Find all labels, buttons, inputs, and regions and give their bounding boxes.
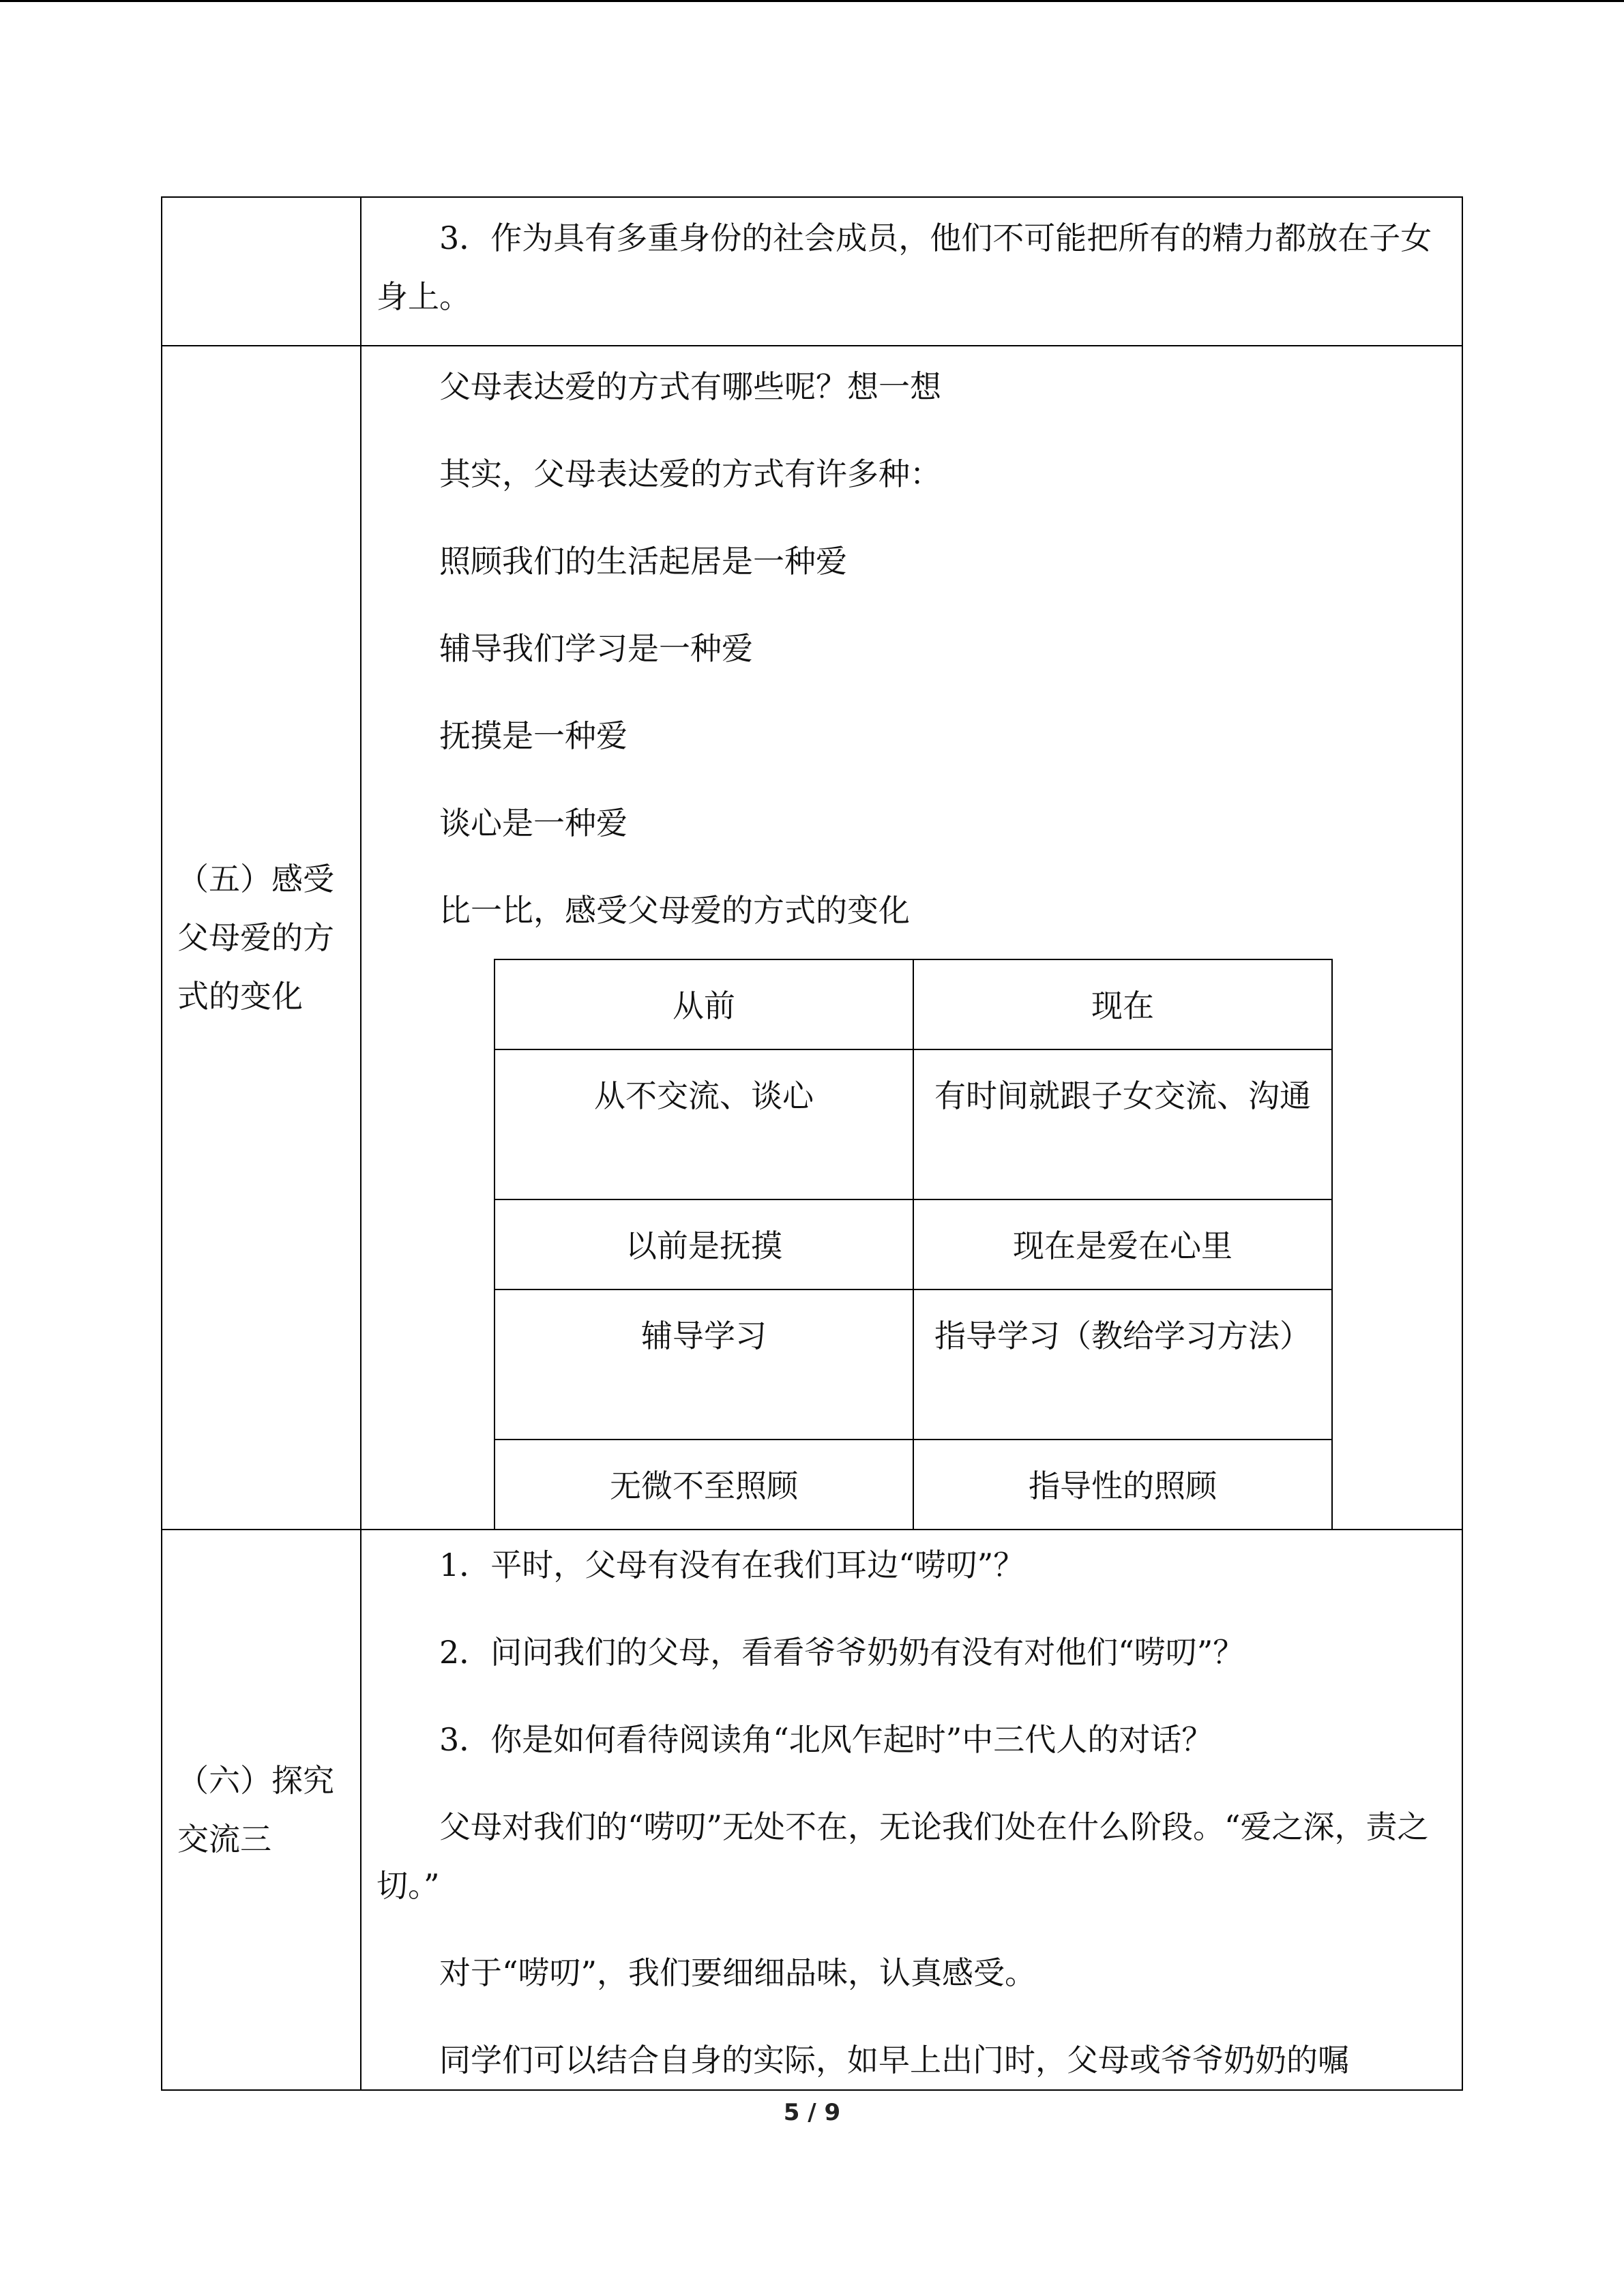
cell-now: 指导性的照顾 <box>913 1440 1332 1529</box>
cell-before: 辅导学习 <box>494 1289 913 1440</box>
paragraph: 其实，父母表达爱的方式有许多种： <box>439 456 941 492</box>
page-number: 5 / 9 <box>783 2099 841 2126</box>
paragraph: 父母表达爱的方式有哪些呢？想一想 <box>439 368 941 405</box>
row-section-5 <box>162 346 1462 1530</box>
cell-now: 有时间就跟子女交流、沟通 <box>913 1049 1332 1199</box>
section-6-content <box>361 1530 1462 2090</box>
top-rule <box>0 0 1624 2</box>
comparison-row <box>494 1440 1332 1529</box>
paragraph: 3．你是如何看待阅读角“北风乍起时”中三代人的对话？ <box>439 1721 1213 1758</box>
row1-label <box>162 197 361 346</box>
cell-now: 指导学习（教给学习方法） <box>913 1289 1332 1440</box>
row-section-6 <box>162 1530 1462 2090</box>
section-5-label: （五）感受父母爱的方式的变化 <box>162 346 361 1530</box>
paragraph: 3．作为具有多重身份的社会成员，他们不可能把所有的精力都放在子女身上。 <box>377 220 1432 315</box>
paragraph: 同学们可以结合自身的实际，如早上出门时，父母或爷爷奶奶的嘱 <box>439 2042 1349 2078</box>
row1-content <box>361 197 1462 346</box>
paragraph: 对于“唠叨”，我们要细细品味，认真感受。 <box>439 1954 1037 1991</box>
comparison-row <box>494 1049 1332 1199</box>
paragraph: 谈心是一种爱 <box>439 805 628 841</box>
section-5-content <box>361 346 1462 1530</box>
cell-before: 以前是抚摸 <box>494 1199 913 1289</box>
paragraph: 2．问问我们的父母，看看爷爷奶奶有没有对他们“唠叨”？ <box>439 1634 1245 1671</box>
paragraph: 辅导我们学习是一种爱 <box>439 630 753 667</box>
paragraph: 照顾我们的生活起居是一种爱 <box>439 543 847 580</box>
comparison-table <box>494 959 1333 1529</box>
row-multiple-roles <box>162 197 1462 346</box>
comparison-row <box>494 1199 1332 1289</box>
cell-before: 无微不至照顾 <box>494 1440 913 1529</box>
paragraph: 比一比，感受父母爱的方式的变化 <box>439 892 910 929</box>
paragraph: 抚摸是一种爱 <box>439 717 628 754</box>
paragraph: 父母对我们的“唠叨”无处不在，无论我们处在什么阶段。“爱之深，责之切。” <box>377 1808 1429 1904</box>
section-6-label: （六）探究交流三 <box>162 1530 361 2090</box>
comparison-row <box>494 1289 1332 1440</box>
header-now: 现在 <box>913 959 1332 1049</box>
lesson-plan-table <box>161 196 1463 2091</box>
paragraph: 1．平时，父母有没有在我们耳边“唠叨”？ <box>439 1547 1025 1583</box>
header-before: 从前 <box>494 959 913 1049</box>
cell-before: 从不交流、谈心 <box>494 1049 913 1199</box>
cell-now: 现在是爱在心里 <box>913 1199 1332 1289</box>
comparison-header-row <box>494 959 1332 1049</box>
